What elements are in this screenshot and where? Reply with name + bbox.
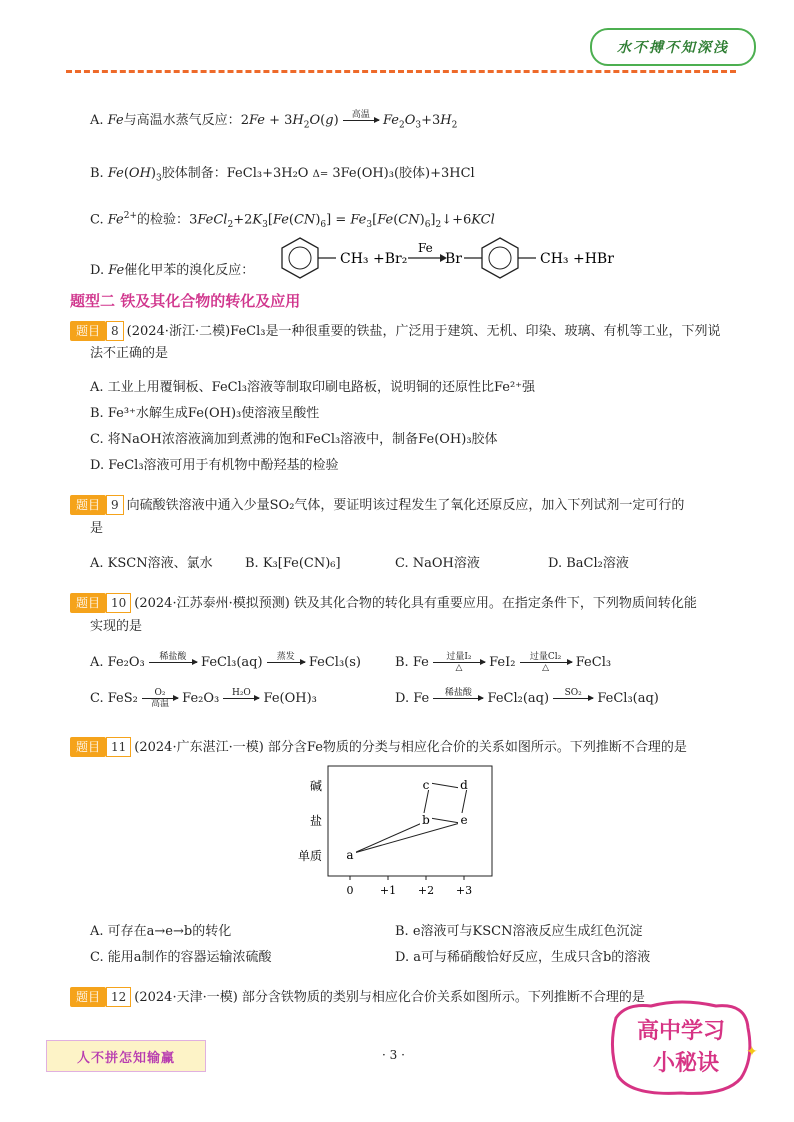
- y-tick-label: 单质: [297, 849, 322, 863]
- aromatic-circle-product: [489, 247, 511, 269]
- point-e: e: [460, 813, 468, 827]
- q11-stem: 题目 11 (2024·广东湛江·一模) 部分含Fe物质的分类与相应化合价的关系如图所示。下列推断不合理的是: [70, 737, 687, 757]
- q9-number: 9: [106, 495, 124, 515]
- q11-number: 11: [106, 737, 131, 757]
- header-divider: [66, 70, 736, 73]
- q9-option-a: A. KSCN溶液、氯水: [90, 556, 213, 571]
- q10-option-a: A. Fe₂O₃ 稀盐酸 FeCl₃(aq) 蒸发 FeCl₃(s): [90, 652, 361, 670]
- q8-option-b: B. Fe³⁺水解生成Fe(OH)₃使溶液呈酸性: [90, 406, 320, 421]
- page-number: · 3 ·: [382, 1048, 405, 1062]
- edge-a-e: [354, 823, 460, 853]
- edge-a-b: [354, 823, 422, 853]
- q7-option-b: B. $Fe(OH)_3$胶体制备：FeCl₃+3H₂O Δ= 3Fe(OH)₃(胶体)+3HCl: [90, 166, 475, 184]
- edge-b-e: [430, 818, 460, 823]
- stamp-line2: 小秘诀: [652, 1051, 720, 1076]
- q8-stem-line2: 法不正确的是: [90, 346, 169, 361]
- y-tick-label: 盐: [309, 814, 322, 828]
- q10-stem-line2: 实现的是: [90, 619, 143, 634]
- q10-option-b: B. Fe 过量I₂ △ FeI₂ 过量Cl₂ △ FeCl₃: [395, 652, 612, 673]
- benzene-ring-product: [482, 238, 518, 278]
- q10-number: 10: [106, 593, 131, 613]
- q8-label: 题目: [70, 321, 106, 341]
- point-c: c: [422, 778, 430, 792]
- study-tips-stamp: [606, 998, 756, 1098]
- q11-option-c: C. 能用a制作的容器运输浓硫酸: [90, 950, 272, 965]
- point-d: d: [460, 778, 468, 792]
- toluene-bromination-equation: [270, 232, 630, 282]
- q10-option-d: D. Fe 稀盐酸 FeCl₂(aq) SO₂ FeCl₃(aq): [395, 688, 659, 706]
- q12-number: 12: [106, 987, 131, 1007]
- q11-label: 题目: [70, 737, 106, 757]
- y-tick-label: 碱: [309, 779, 322, 793]
- sparkle-icon: ✦: [746, 1044, 758, 1060]
- reactant-tail-text: CH₃ +Br₂: [340, 251, 408, 267]
- benzene-ring-reactant: [282, 238, 318, 278]
- q8-stem: 题目 8 (2024·浙江·二模)FeCl₃是一种很重要的铁盐，广泛用于建筑、无机、印染、玻璃、有机等工业，下列说: [70, 321, 720, 341]
- x-tick-label: +1: [379, 884, 397, 897]
- q8-option-a: A. 工业上用覆铜板、FeCl₃溶液等制取印刷电路板，说明铜的还原性比Fe²⁺强: [90, 380, 536, 395]
- q9-option-d: D. BaCl₂溶液: [548, 556, 629, 571]
- q12-stem: 题目 12 (2024·天津·一模) 部分含铁物质的类别与相应化合价关系如图所示。下列推断不合理的是: [70, 987, 645, 1007]
- q7-option-a: A. Fe与高温水蒸气反应：$2Fe + 3H_2O(g)$ 高温 $Fe_2O_3+3H_2$: [90, 110, 458, 131]
- q8-option-d: D. FeCl₃溶液可用于有机物中酚羟基的检验: [90, 458, 339, 473]
- stamp-line1: 高中学习: [636, 1019, 726, 1044]
- fe-valence-chart: [297, 760, 500, 910]
- edge-c-d: [430, 783, 460, 788]
- header-motto-badge: 水不搏不知深浅: [590, 28, 756, 66]
- q9-option-c: C. NaOH溶液: [395, 556, 480, 571]
- point-a: a: [346, 848, 354, 862]
- footer-motto-badge: 人不拼怎知输赢: [46, 1040, 206, 1072]
- aromatic-circle-reactant: [289, 247, 311, 269]
- q8-number: 8: [106, 321, 124, 341]
- q8-option-c: C. 将NaOH浓溶液滴加到煮沸的饱和FeCl₃溶液中，制备Fe(OH)₃胶体: [90, 432, 498, 447]
- q11-option-b: B. e溶液可与KSCN溶液反应生成红色沉淀: [395, 924, 643, 939]
- q12-label: 题目: [70, 987, 106, 1007]
- q7-option-c: C. $Fe^{2+}$的检验：$3FeCl_2+2K_3[Fe(CN)_6]$ = $Fe_3[Fe(CN)_6]_2↓+6KCl$: [90, 211, 495, 230]
- q7-option-d: D. Fe催化甲苯的溴化反应：: [90, 263, 255, 278]
- catalyst-text: Fe: [418, 241, 433, 255]
- q9-option-b: B. K₃[Fe(CN)₆]: [245, 556, 341, 571]
- q10-label: 题目: [70, 593, 106, 613]
- x-tick-label: 0: [346, 884, 354, 897]
- q9-stem-line2: 是: [90, 521, 104, 536]
- x-tick-label: +2: [417, 884, 435, 897]
- q10-stem: 题目 10 (2024·江苏泰州·模拟预测) 铁及其化合物的转化具有重要应用。在指定条件下，下列物质间转化能: [70, 593, 697, 613]
- q11-option-d: D. a可与稀硝酸恰好反应，生成只含b的溶液: [395, 950, 651, 965]
- q9-stem: 题目 9 向硫酸铁溶液中通入少量SO₂气体，要证明该过程发生了氧化还原反应，加入下列试剂一定可行的: [70, 495, 684, 515]
- q10-option-c: C. FeS₂ O₂ 高温 Fe₂O₃ H₂O Fe(OH)₃: [90, 688, 317, 709]
- product-tail-text: CH₃ +HBr: [540, 251, 614, 267]
- q9-label: 题目: [70, 495, 106, 515]
- q11-option-a: A. 可存在a→e→b的转化: [90, 924, 232, 939]
- product-head-text: Br: [445, 251, 462, 267]
- section-title: 题型二 铁及其化合物的转化及应用: [70, 292, 301, 310]
- x-tick-label: +3: [455, 884, 473, 897]
- point-b: b: [422, 813, 430, 827]
